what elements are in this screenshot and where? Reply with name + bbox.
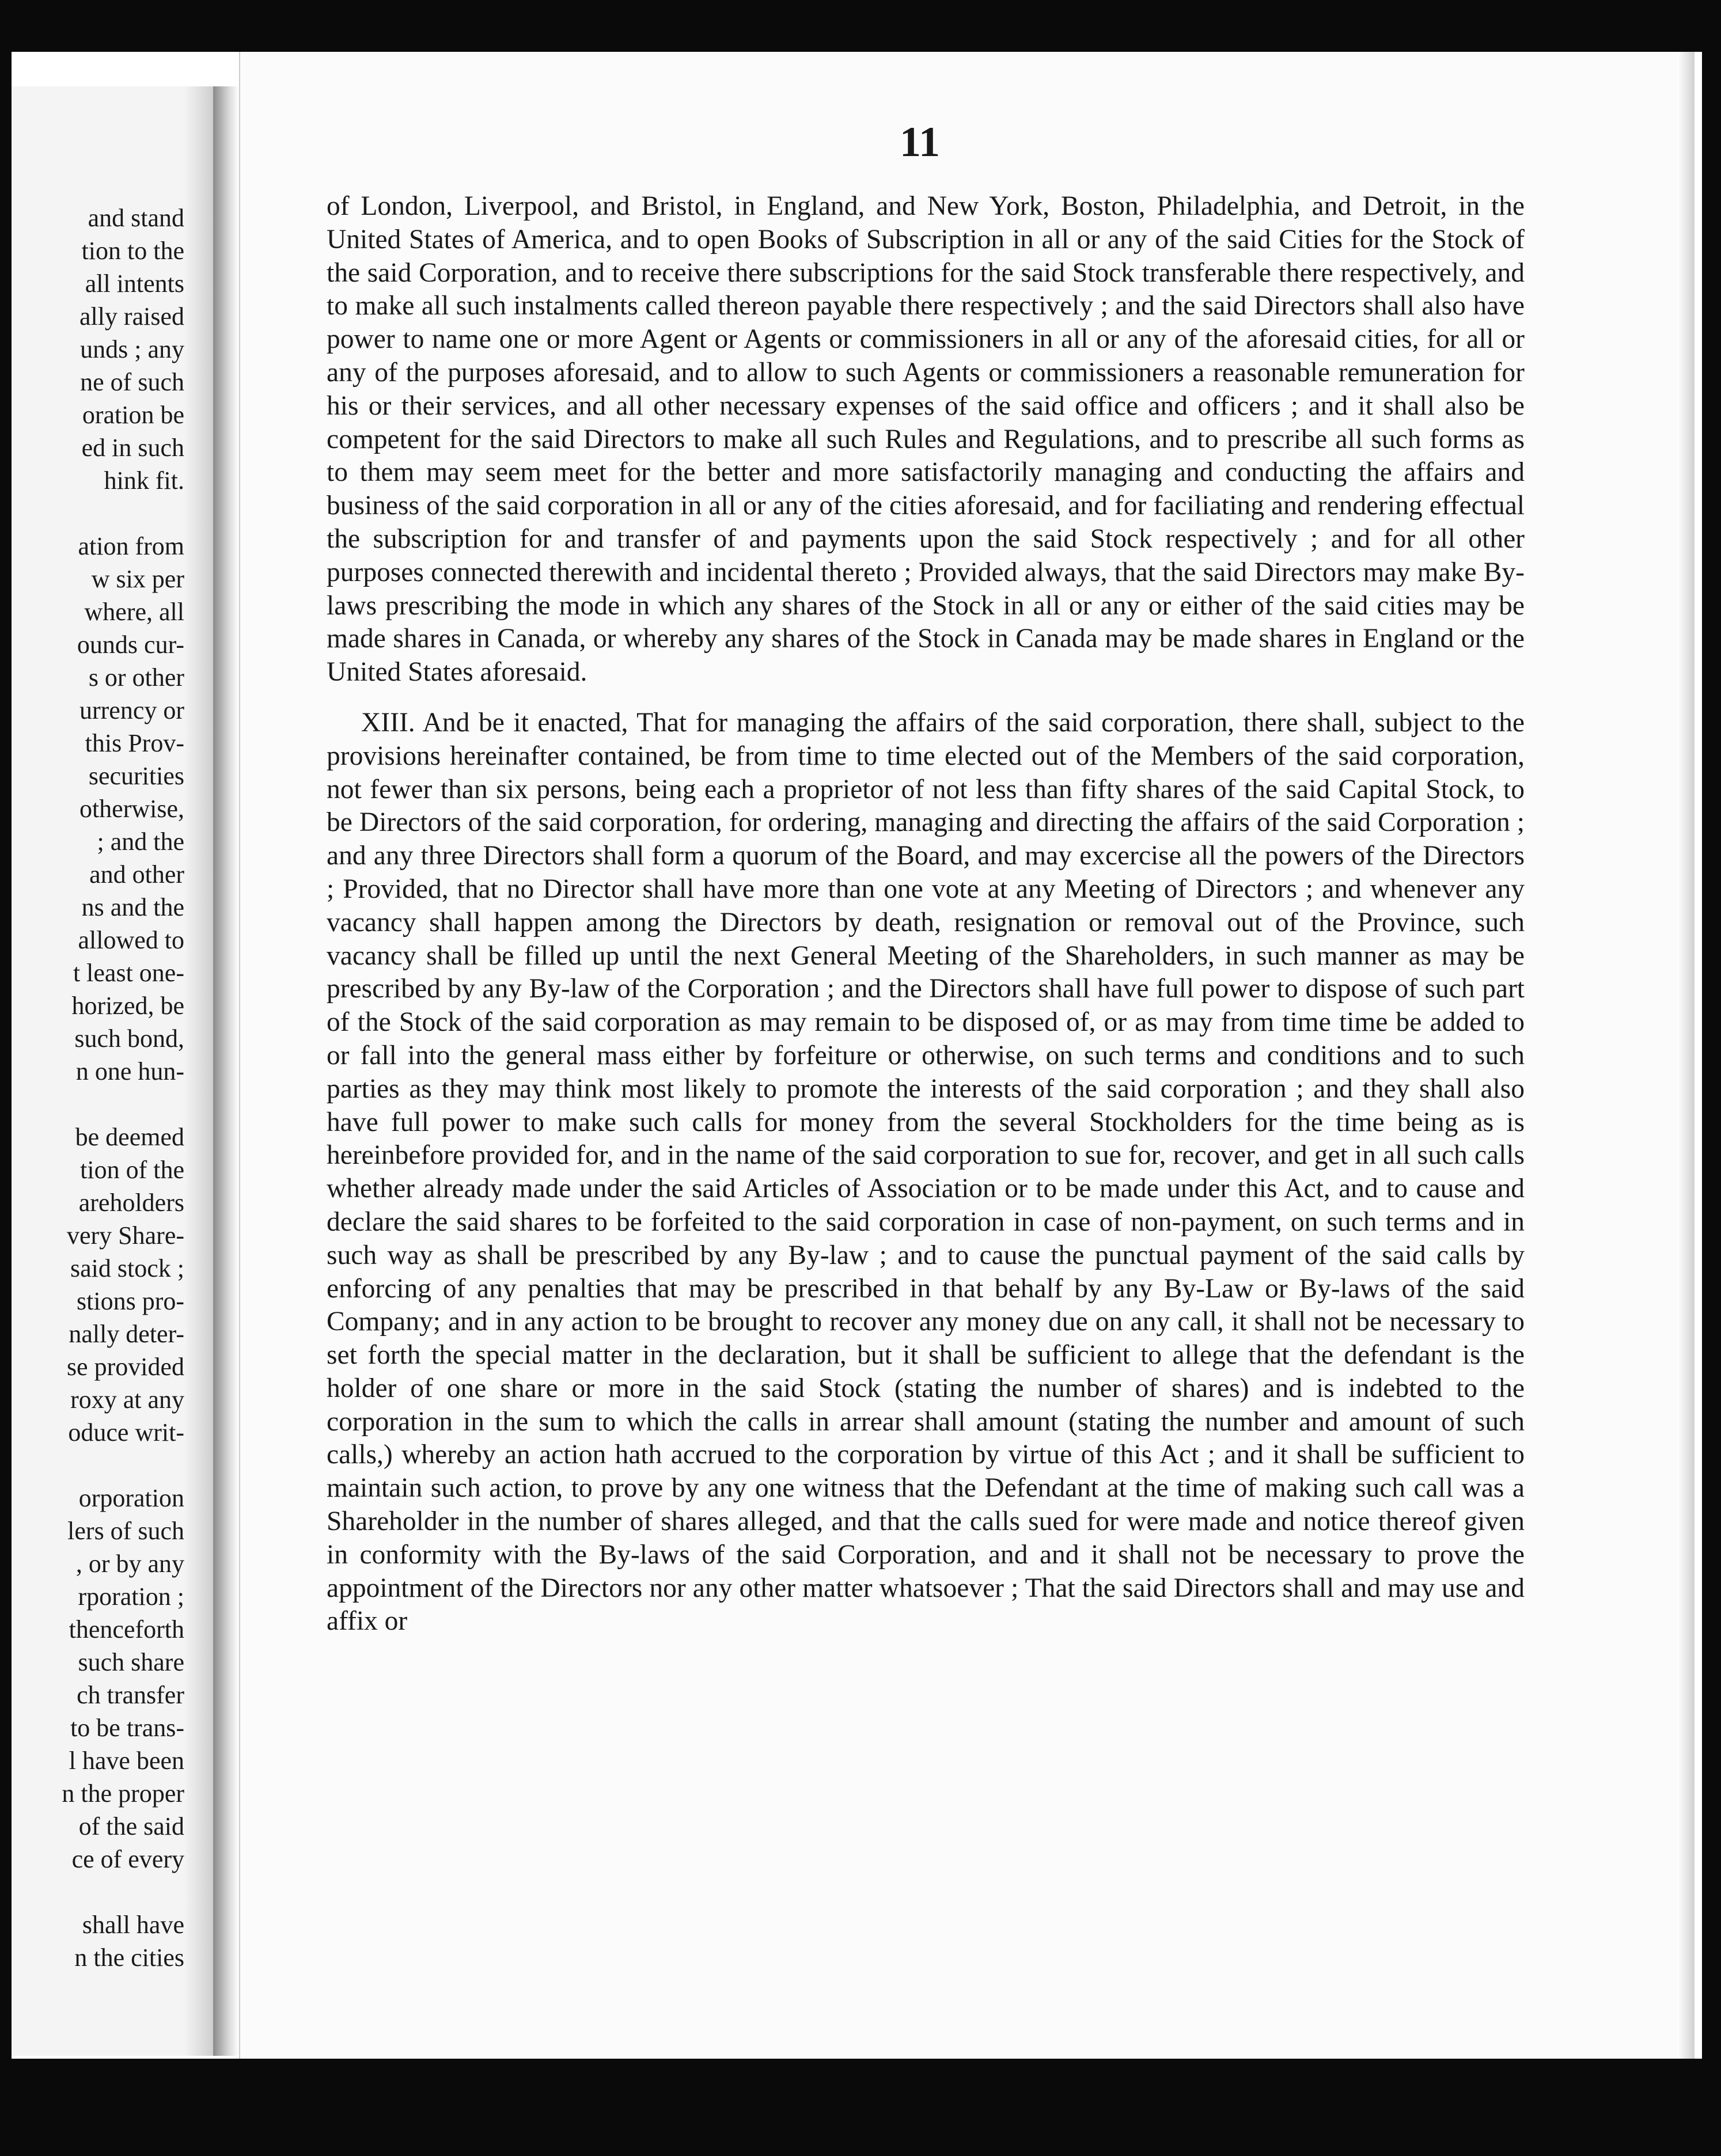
facing-page-line: ns and the xyxy=(81,893,184,921)
paragraph-section-xiii: XIII. And be it enacted, That for managing the affairs of the said corporation, there shall, subject to the provisions hereinafter contained, be from time to time elected out of the Members of the said corporation, not fewer than six persons, being each a proprietor of not less than fifty shares of the said Capital Stock, to be Directors of the said corporation, for ordering, managing and directing the affairs of the said Corporation ; and any three Directors shall form a quorum of the Board, and may excercise all the powers of the Directors ; Provided, that no Director shall have more than one vote at any Meeting of Directors ; and whenever any vacancy shall happen among the Directors by death, resignation or removal out of the Province, such vacancy shall be filled up until the next General Meeting of the Shareholders, in such manner as may be prescribed by any By-law of the Corporation ; and the Directors shall have full power to dispose of such part of the Stock of the said corporation as may remain to be disposed of, or as may from time time be added to or fall into the general mass either by forfeiture or otherwise, on such terms and conditions and to such parties as they may think most likely to promote the interests of the said corporation ; and they shall also have full power to make such calls for money from the several Stockholders for the time being as is hereinbefore provided for, and in the name of the said corporation to sue for, recover, and get in all such calls whether already made under the said Articles of Association or to be made under this Act, and to cause and declare the said shares to be forfeited to the said corporation in case of non-payment, on such terms and in such way as shall be prescribed by any By-law ; and to cause the punctual payment of the said calls by enforcing of any penalties that may be prescribed in that behalf by any By-Law or By-laws of the said Company; and in any action to be brought to recover any money due on any call, it shall not be necessary to set forth the special matter in the declaration, but it shall be sufficient to allege that the defendant is the holder of one share or more in the said Stock (stating the number of shares) and is indebted to the corporation in the sum to which the calls in arrear shall amount (stating the number and amount of such calls,) whereby an action hath accrued to the corporation by virtue of this Act ; and it shall be sufficient to maintain such action, to prove by any one witness that the Defendant at the time of making such call was a Shareholder in the number of shares alleged, and that the calls sued for were made and notice thereof given in conformity with the By-laws of the said Corporation, and and it shall not be necessary to prove the appointment of the Directors nor any other matter whatsoever ; That the said Directors shall and may use and affix or xyxy=(327,707,1525,1637)
facing-page-line: very Share- xyxy=(66,1221,184,1250)
facing-page-line xyxy=(12,1088,184,1121)
facing-page-line: ounds cur- xyxy=(77,631,184,659)
facing-page-line xyxy=(12,1449,184,1482)
facing-page-line: ; and the xyxy=(97,828,184,856)
facing-page-line: said stock ; xyxy=(70,1254,184,1282)
facing-page-line: n the cities xyxy=(74,1944,184,1972)
facing-page-line: securities xyxy=(88,762,184,790)
facing-page-line: shall have xyxy=(82,1911,184,1939)
facing-page-line: ch transfer xyxy=(77,1681,184,1709)
page-body xyxy=(327,190,1525,1638)
facing-page-line: hink fit. xyxy=(104,466,184,495)
facing-page-line: ally raised xyxy=(79,302,184,331)
page-edge xyxy=(1677,52,1695,2059)
facing-page-line: allowed to xyxy=(78,926,184,954)
facing-page-line: thenceforth xyxy=(69,1615,184,1643)
facing-page-line: tion of the xyxy=(80,1156,184,1184)
facing-page-line: areholders xyxy=(78,1189,184,1217)
facing-page-line: se provided xyxy=(66,1353,184,1381)
facing-page-line: otherwise, xyxy=(79,795,184,823)
facing-page-line: unds ; any xyxy=(80,335,184,363)
facing-page-line: n one hun- xyxy=(75,1057,184,1085)
facing-page-line: be deemed xyxy=(75,1123,184,1151)
paragraph-continued: of London, Liverpool, and Bristol, in England, and New York, Boston, Philadelphia, and Detroit, in the United States of America, and to open Books of Subscription in all or any of the said Cities for the Stock of the said Corporation, and to receive there subscriptions for the said Stock transferable there respectively, and to make all such instalments called thereon payable there respectively ; and the said Directors shall also have power to name one or more Agent or Agents or commissioners in all or any of the aforesaid cities, for all or any of the purposes aforesaid, and to allow to such Agents or commissioners a reasonable remuneration for his or their services, and all other necessary expenses of the said office and officers ; and it shall also be competent for the said Directors to make all such Rules and Regulations, and to prescribe all such forms as to them may seem meet for the better and more satisfactorily managing and conducting the affairs and business of the said corporation in all or any of the cities aforesaid, and for faciliating and rendering effectual the subscription for and transfer of and payments upon the said Stock respectively ; and for all other purposes connected therewith and incidental thereto ; Provided always, that the said Directors may make By-laws prescribing the mode in which any shares of the Stock in all or any or either of the said cities may be made shares in Canada, or whereby any shares of the Stock in Canada may be made shares in England or the United States aforesaid. xyxy=(327,191,1525,688)
facing-page-line: all intents xyxy=(85,270,184,298)
page-number: 11 xyxy=(900,119,940,166)
facing-page-line: lers of such xyxy=(67,1517,184,1545)
facing-page-line: ne of such xyxy=(80,368,184,396)
scan-border-bottom xyxy=(0,2059,1721,2156)
scan-border-right xyxy=(1702,0,1721,2156)
facing-page-line: oration be xyxy=(82,401,184,429)
page-gutter xyxy=(213,86,239,2056)
facing-page-line: urrency or xyxy=(79,696,184,724)
facing-page-line: to be trans- xyxy=(70,1714,184,1742)
facing-page-line: w six per xyxy=(91,565,184,593)
facing-page-line: and other xyxy=(89,860,184,889)
facing-page-line: ation from xyxy=(78,532,184,560)
facing-page-fold xyxy=(184,86,213,2056)
scan-border-left xyxy=(0,0,12,2156)
facing-page-line: ed in such xyxy=(81,434,184,462)
facing-page-line: ce of every xyxy=(71,1845,184,1873)
facing-page-line xyxy=(12,497,184,530)
facing-page xyxy=(12,86,215,2056)
facing-page-line: tion to the xyxy=(81,237,184,265)
facing-page-line: nally deter- xyxy=(69,1320,184,1348)
facing-page-line: , or by any xyxy=(75,1550,184,1578)
facing-page-line: orporation xyxy=(78,1484,184,1512)
facing-page-line: stions pro- xyxy=(77,1287,184,1315)
facing-page-line: oduce writ- xyxy=(68,1418,184,1447)
facing-page-line: n the proper xyxy=(62,1779,184,1808)
facing-page-text xyxy=(12,202,184,1974)
facing-page-line: such share xyxy=(78,1648,184,1676)
facing-page-line: such bond, xyxy=(74,1024,184,1053)
facing-page-line: rporation ; xyxy=(78,1582,184,1611)
facing-page-line: t least one- xyxy=(73,959,184,987)
scan-border-top xyxy=(0,0,1721,52)
facing-page-line: horized, be xyxy=(71,992,184,1020)
facing-page-line: s or other xyxy=(88,663,184,692)
facing-page-line xyxy=(12,1876,184,1908)
facing-page-line: this Prov- xyxy=(85,729,184,757)
document-page xyxy=(239,52,1695,2059)
facing-page-line: l have been xyxy=(69,1747,184,1775)
facing-page-line: where, all xyxy=(84,598,184,626)
facing-page-line: roxy at any xyxy=(70,1386,184,1414)
facing-page-line: and stand xyxy=(88,204,184,232)
facing-page-line: of the said xyxy=(78,1812,184,1840)
paragraph-spacer xyxy=(327,689,1525,707)
